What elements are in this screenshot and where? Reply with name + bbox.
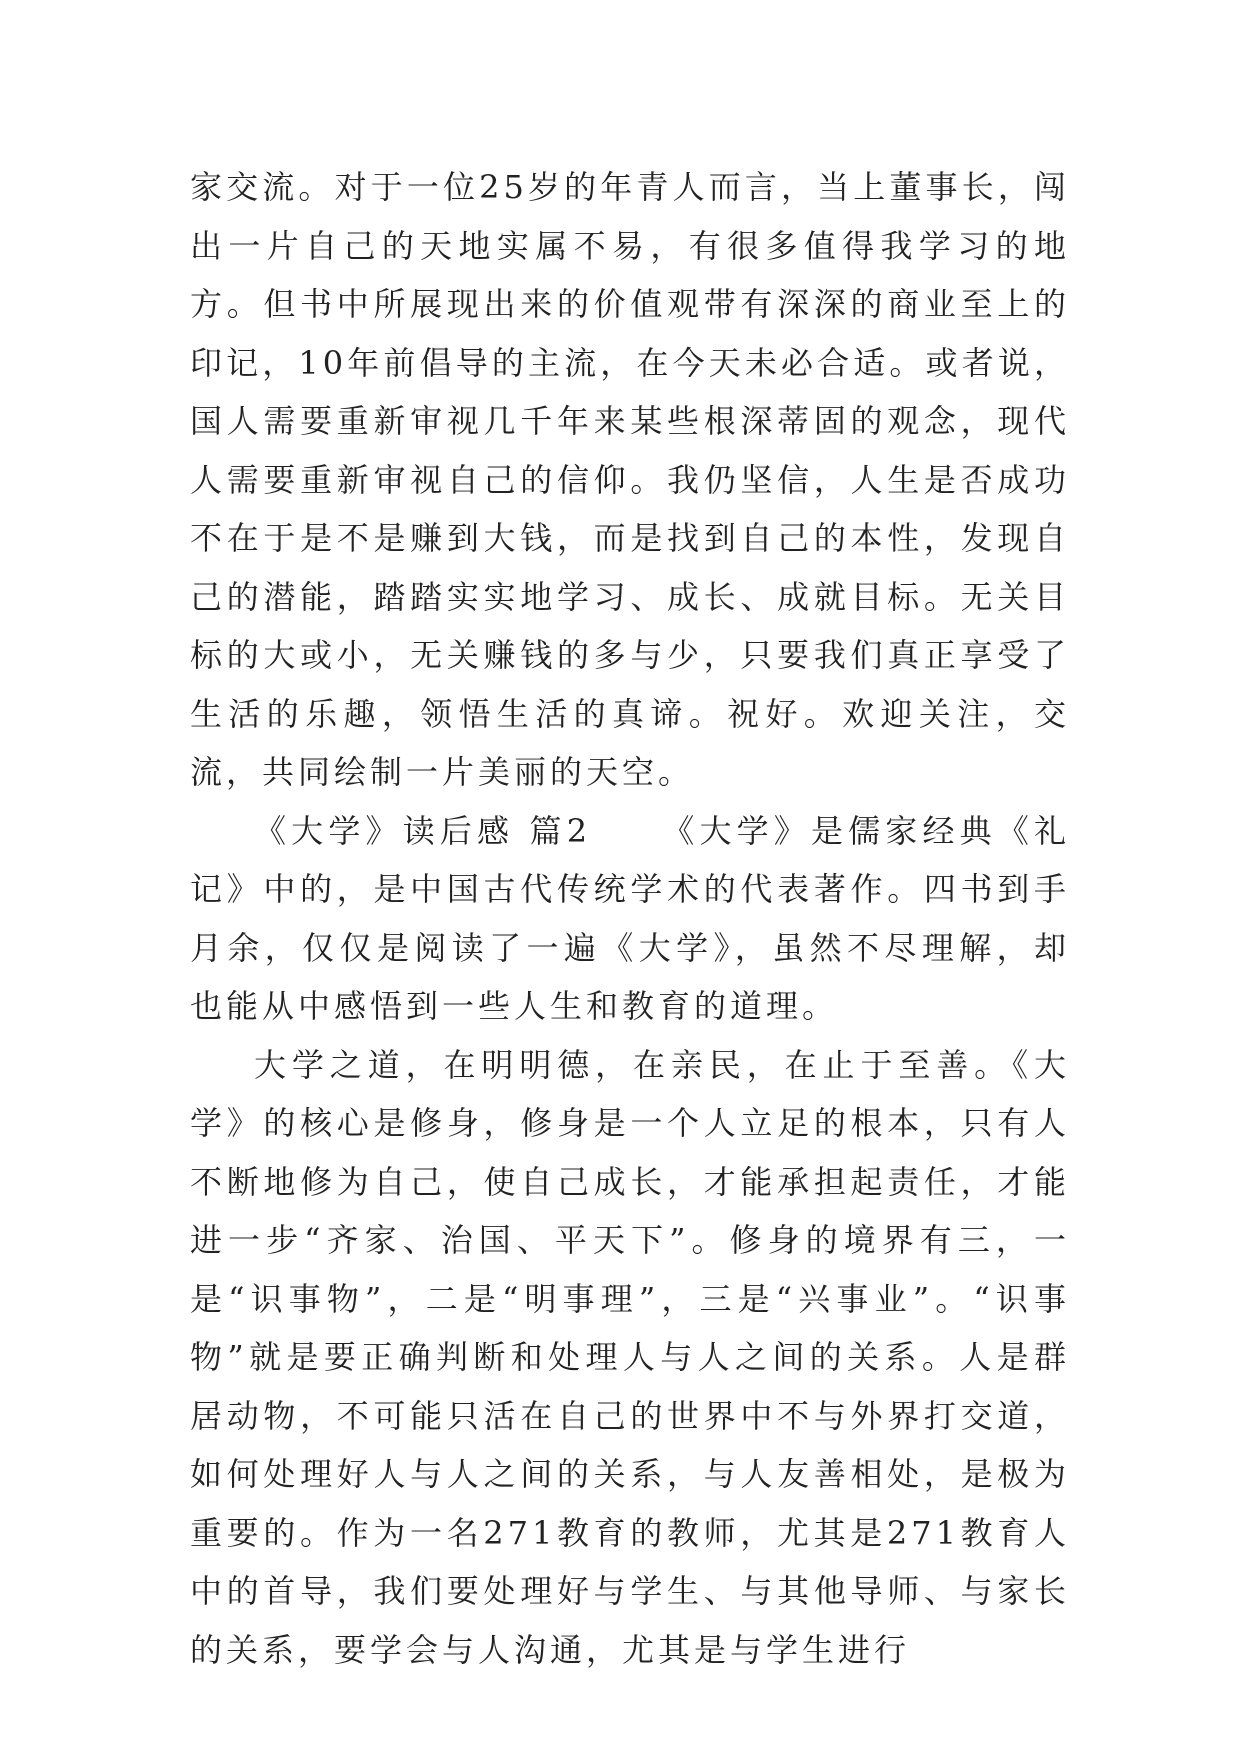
body-text bbox=[190, 158, 1070, 1679]
section-intro-text: 《大学》是儒家经典《礼记》中的，是中国古代传统学术的代表著作。四书到手月余，仅仅是阅读了一遍《大学》，虽然不尽理解，却也能从中感悟到一些人生和教育的道理。 bbox=[190, 811, 1070, 1025]
section-heading: 《大学》读后感 篇2 bbox=[254, 811, 592, 850]
paragraph-continuation: 家交流。对于一位25岁的年青人而言，当上董事长，闯出一片自己的天地实属不易，有很多值得我学习的地方。但书中所展现出来的价值观带有深深的商业至上的印记，10年前倡导的主流，在今天未必合适。或者说，国人需要重新审视几千年来某些根深蒂固的观念，现代人需要重新审视自己的信仰。我仍坚信，人生是否成功不在于是不是赚到大钱，而是找到自己的本性，发现自己的潜能，踏踏实实地学习、成长、成就目标。无关目标的大或小，无关赚钱的多与少，只要我们真正享受了生活的乐趣，领悟生活的真谛。祝好。欢迎关注，交流，共同绘制一片美丽的天空。 bbox=[190, 168, 1070, 791]
paragraph-section-2 bbox=[190, 802, 1070, 1036]
paragraph-discussion: 大学之道，在明明德，在亲民，在止于至善。《大学》的核心是修身，修身是一个人立足的根本，只有人不断地修为自己，使自己成长，才能承担起责任，才能进一步“齐家、治国、平天下”。修身的境界有三，一是“识事物”，二是“明事理”，三是“兴事业”。“识事物”就是要正确判断和处理人与人之间的关系。人是群居动物，不可能只活在自己的世界中不与外界打交道，如何处理好人与人之间的关系，与人友善相处，是极为重要的。作为一名271教育的教师，尤其是271教育人中的首导，我们要处理好与学生、与其他导师、与家长的关系，要学会与人沟通，尤其是与学生进行 bbox=[190, 1045, 1070, 1669]
